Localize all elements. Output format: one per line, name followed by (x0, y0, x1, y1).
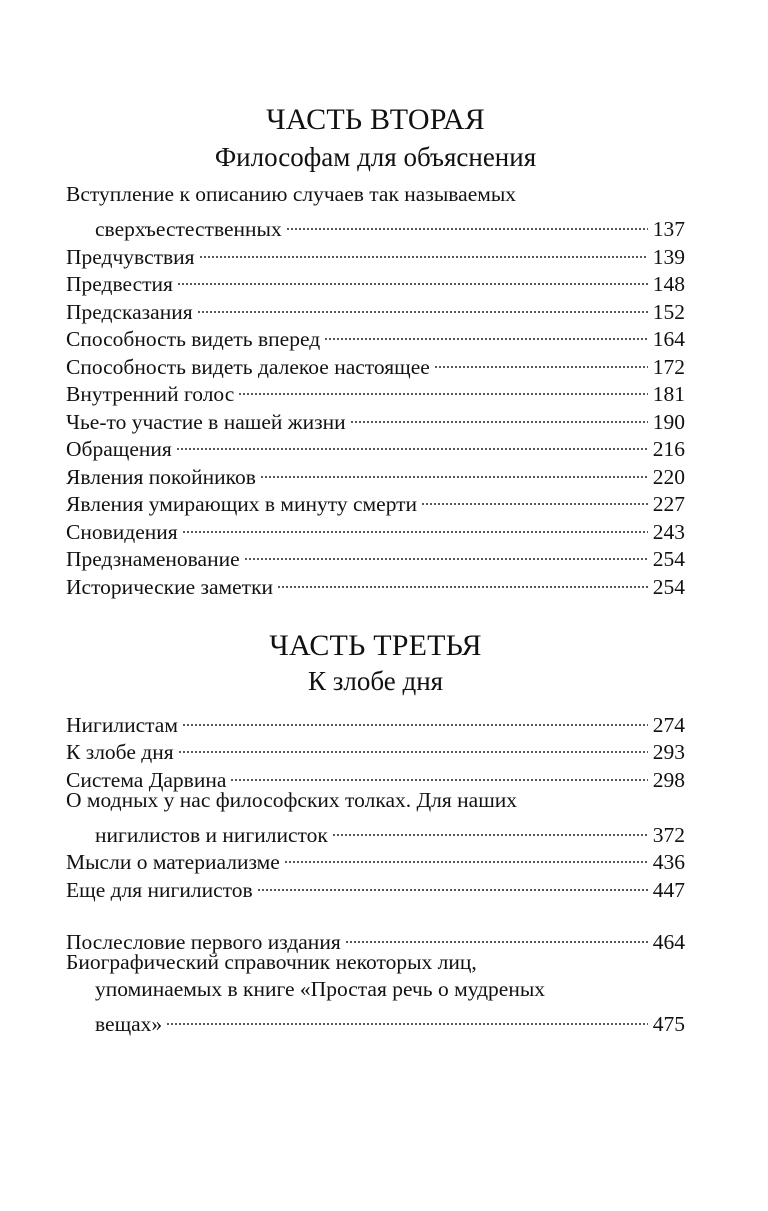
dot-leader (177, 264, 648, 292)
toc-entry[interactable] (66, 704, 685, 737)
toc-page-number: 274 (652, 712, 685, 737)
toc-page-number: 447 (652, 877, 685, 902)
toc-page-number: 475 (652, 1012, 685, 1036)
dot-leader (176, 429, 648, 457)
toc-entry[interactable] (66, 732, 685, 764)
toc-entry-title: Предзнаменование (66, 547, 240, 571)
toc-page-number: 372 (652, 822, 685, 847)
toc-page-number: 254 (652, 547, 685, 571)
dot-leader (434, 346, 648, 374)
dot-leader (166, 1004, 648, 1032)
toc-entry-title: Система Дарвина (66, 767, 227, 792)
toc-entry-title: О модных у нас философских толках. Для наших (66, 787, 518, 812)
toc-entry[interactable] (66, 759, 685, 792)
toc-entry-title: Послесловие первого издания (66, 929, 341, 954)
toc-entry[interactable] (66, 921, 685, 954)
dot-leader (350, 401, 648, 429)
toc-entry-title: Явления покойников (66, 464, 256, 489)
toc-page-number: 181 (652, 382, 685, 406)
dot-leader (324, 319, 648, 347)
dot-leader (260, 456, 648, 484)
toc-page-number: 464 (652, 929, 685, 954)
toc-page-number: 436 (652, 850, 685, 874)
toc-page-number: 172 (652, 354, 685, 379)
toc-entry-title: Обращения (66, 437, 172, 461)
toc-entry-title: вещах» (95, 1012, 163, 1036)
dot-leader (257, 869, 648, 897)
dot-leader (277, 566, 648, 594)
toc-entry-title: упоминаемых в книге «Простая речь о мудреных (95, 977, 546, 1001)
toc-entry[interactable] (66, 842, 685, 874)
dot-leader (421, 484, 648, 512)
dot-leader (178, 732, 648, 760)
toc-entry[interactable] (66, 456, 685, 489)
toc-page-number: 148 (652, 272, 685, 296)
toc-entry[interactable] (66, 484, 685, 516)
toc-entry[interactable] (66, 264, 685, 296)
toc-entry[interactable] (66, 787, 685, 847)
toc-page-number: 243 (652, 519, 685, 544)
toc-entry-title: Нигилистам (66, 712, 178, 737)
dot-leader (332, 814, 648, 842)
toc-entry[interactable] (66, 401, 685, 434)
part-three-title: ЧАСТЬ ТРЕТЬЯ (269, 629, 482, 662)
toc-entry-title: сверхъестественных (95, 217, 282, 241)
dot-leader (244, 539, 648, 567)
toc-entry-title: Биографический справочник некоторых лиц, (66, 949, 477, 974)
toc-entry[interactable] (66, 869, 685, 902)
part-three-subtitle: К злобе дня (307, 666, 444, 696)
dot-leader (182, 511, 648, 539)
toc-entry-title: Предчувствия (66, 244, 195, 269)
toc-entry-title: Способность видеть вперед (66, 327, 321, 351)
part-two-title: ЧАСТЬ ВТОРАЯ (266, 103, 485, 136)
toc-page-number: 139 (652, 244, 685, 269)
toc-page-number: 190 (652, 409, 685, 434)
toc-entry-title: К злобе дня (66, 740, 174, 764)
toc-page-number: 216 (652, 437, 685, 461)
toc-entry-title: Исторические заметки (66, 574, 274, 599)
dot-leader (238, 374, 647, 402)
toc-page-number: 227 (652, 492, 685, 516)
toc-page-number: 298 (652, 767, 685, 792)
toc-entry-title: Внутренний голос (66, 382, 235, 406)
dot-leader (345, 921, 648, 949)
toc-entry[interactable] (66, 319, 685, 351)
toc-entry-title: Явления умирающих в минуту смерти (66, 492, 418, 516)
dot-leader (199, 236, 648, 264)
toc-entry-title: нигилистов и нигилисток (95, 822, 328, 847)
toc-entry[interactable] (66, 539, 685, 571)
toc-entry-title: Мысли о материализме (66, 850, 280, 874)
toc-entry[interactable] (66, 374, 685, 406)
dot-leader (182, 704, 648, 732)
dot-leader (284, 842, 648, 870)
toc-entry-title: Сновидения (66, 519, 178, 544)
toc-entry[interactable] (66, 949, 685, 1036)
toc-entry-title: Вступление к описанию случаев так называемых (66, 182, 517, 206)
toc-entry[interactable] (66, 429, 685, 461)
dot-leader (230, 759, 647, 787)
toc-page-number: 164 (652, 327, 685, 351)
toc-page-number: 152 (652, 299, 685, 324)
toc-entry[interactable] (66, 291, 685, 324)
toc-entry[interactable] (66, 236, 685, 269)
toc-entry[interactable] (66, 346, 685, 379)
toc-entry-title: Предсказания (66, 299, 193, 324)
toc-entry[interactable] (66, 511, 685, 544)
toc-entry-title: Предвестия (66, 272, 173, 296)
toc-entry[interactable] (66, 181, 685, 241)
dot-leader (197, 291, 648, 319)
toc-entry-title: Способность видеть далекое настоящее (66, 354, 430, 379)
part-two-subtitle: Философам для объяснения (214, 142, 537, 172)
toc-page-number: 254 (652, 574, 685, 599)
toc-page-number: 137 (652, 217, 685, 241)
toc-entry-title: Еще для нигилистов (66, 877, 253, 902)
toc-page-number: 220 (652, 464, 685, 489)
dot-leader (286, 209, 648, 237)
toc-entry[interactable] (66, 566, 685, 599)
toc-page-number: 293 (652, 740, 685, 764)
toc-entry-title: Чье-то участие в нашей жизни (66, 409, 346, 434)
